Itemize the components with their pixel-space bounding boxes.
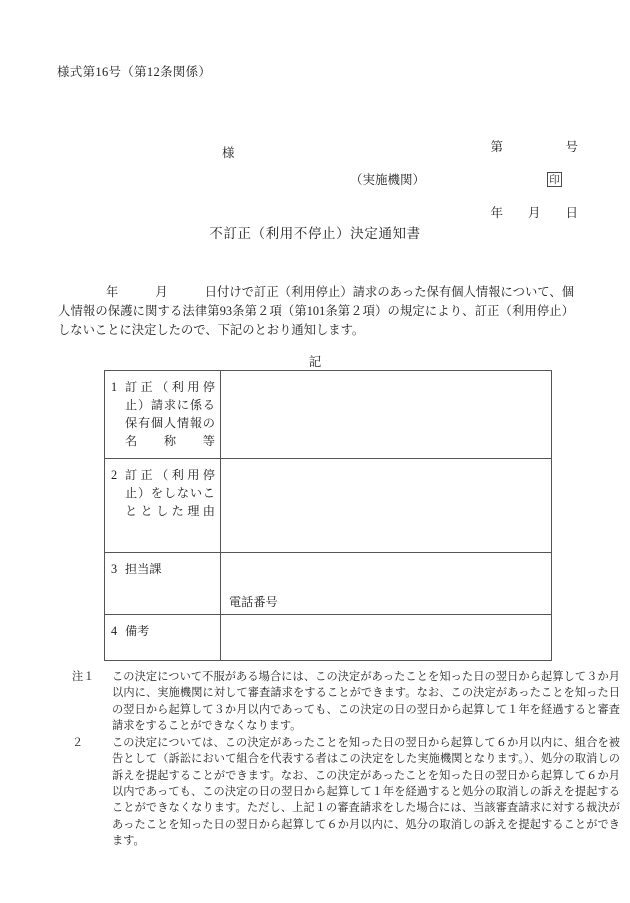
document-number-line: 第 号	[490, 140, 578, 154]
row-label-wrap	[111, 466, 215, 520]
row-number: 2	[111, 468, 118, 482]
table-row	[105, 553, 552, 615]
document-date-line: 年 月 日	[490, 206, 578, 220]
footnote-marker: ２	[72, 737, 84, 750]
row-label-text: 担当課	[125, 562, 162, 576]
telephone-label: 電話番号	[229, 595, 278, 609]
row-label-text: 備考	[125, 624, 150, 638]
row-label-cell	[105, 615, 221, 661]
ki-marker: 記	[308, 355, 322, 369]
row-label-cell	[105, 459, 221, 553]
footnote-marker: 注１	[72, 671, 95, 683]
page-title: 不訂正（利用不停止）決定通知書	[209, 226, 421, 241]
row-value-cell[interactable]	[221, 371, 552, 459]
footnote-text: この決定については、この決定があったことを知った日の翌日から起算して６か月以内に、組合を被告として（訴訟において組合を代表する者はこの決定をした実施機関となります。）、処分の取消しの訴えを提起することができます。なお、この決定があったことを知った日の翌日から起算して６か月以内であっても、この決定の日の翌日から起算して１年を経過すると処分の取消しの訴えを提起することができなくなります。ただし、上記１の審査請求をした場合には、当該審査請求に対する裁決があったことを知った日の翌日から起算して６か月以内に、処分の取消しの訴えを提起することができます。	[112, 737, 620, 847]
row-value-cell[interactable]	[221, 459, 552, 553]
footnotes	[72, 669, 620, 850]
addressee-line: 様	[222, 146, 235, 160]
row-value-cell[interactable]	[221, 615, 552, 661]
row-number: 1	[111, 380, 118, 394]
footnote-item	[72, 735, 620, 849]
table-row	[105, 615, 552, 661]
row-number: 4	[111, 624, 118, 638]
issuer-label: （実施機関）	[350, 173, 426, 187]
row-label-wrap	[111, 560, 215, 578]
row-label-text: 訂正（利用停止）をしないこととした理由	[125, 468, 215, 518]
row-number: 3	[111, 562, 118, 576]
table-row	[105, 371, 552, 459]
row-label-wrap	[111, 622, 215, 640]
notice-table	[104, 370, 552, 661]
body-text: 年 月 日付けで訂正（利用停止）請求のあった保有個人情報について、個人情報の保護に関する法律第93条第２項（第101条第２項）の規定により、訂正（利用停止）しないことに決定したので、下記のとおり通知します。	[58, 285, 574, 338]
seal-icon: 印	[547, 172, 562, 187]
footnote-item	[72, 669, 620, 734]
issuer-row	[350, 170, 562, 188]
table-row	[105, 459, 552, 553]
row-label-text: 訂正（利用停止）請求に係る保有個人情報の名称等	[125, 380, 215, 448]
footnote-text: この決定について不服がある場合には、この決定があったことを知った日の翌日から起算して３か月以内に、実施機関に対して審査請求をすることができます。なお、この決定があったことを知った日の翌日から起算して３か月以内であっても、この決定の日の翌日から起算して１年を経過すると審査請求をすることができなくなります。	[112, 671, 620, 732]
form-number: 様式第16号（第12条関係）	[57, 65, 212, 79]
row-value-cell[interactable]	[221, 553, 552, 615]
row-label-cell	[105, 553, 221, 615]
row-label-wrap	[111, 378, 215, 450]
body-paragraph	[58, 283, 574, 341]
row-label-cell	[105, 371, 221, 459]
